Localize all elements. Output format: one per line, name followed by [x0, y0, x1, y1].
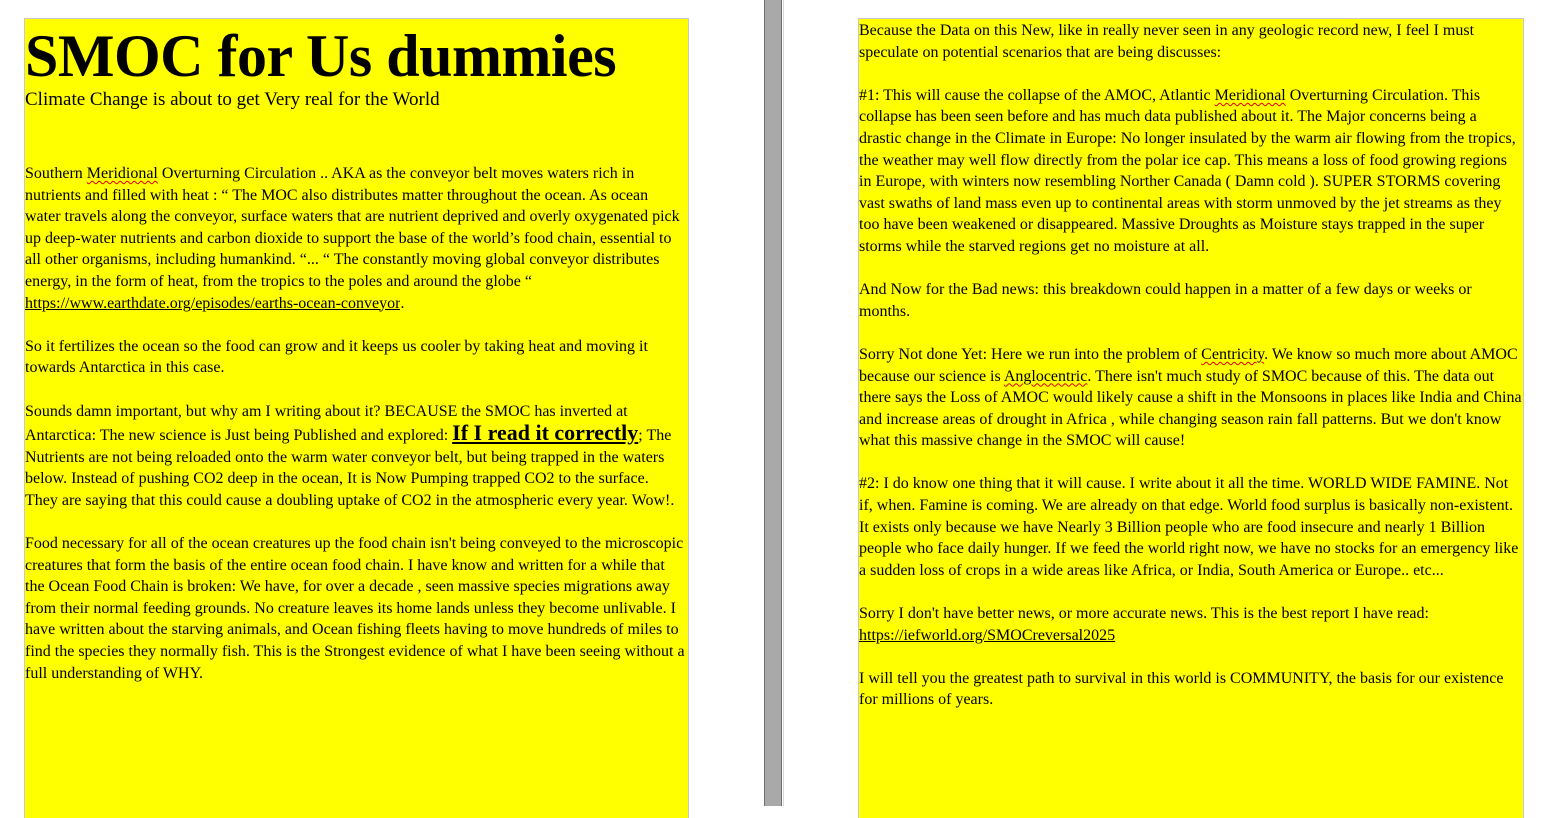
- page-divider[interactable]: [764, 0, 782, 806]
- paragraph-food-chain: Food necessary for all of the ocean creatures up the food chain isn't being conveyed to the microscopic creatures that form the basis of the entire ocean food chain. I have know and written for a while that the Ocean Food Chain is broken: We have, for over a decade , seen massive species migrations away from their normal feeding grounds. No creature leaves its home lands unless they become unlivable. I have written about the starving animals, and Ocean fishing fleets having to move hundreds of miles to find the species they normally fish. This is the Strongest evidence of what I have been seeing without a full understanding of WHY.: [25, 535, 685, 682]
- paragraph-famine: #2: I do know one thing that it will cause. I write about it all the time. WORLD WIDE FAMINE. Not if, when. Famine is coming. We are already on that edge. World food surplus is basically non-existent. It exists only because we have Nearly 3 Billion people who are food insecure and nearly 1 Billion people who face daily hunger. If we feed the world right now, we have no stocks for an emergency like a sudden loss of crops in a wide areas like Africa, or India, South America or Europe.. etc...: [859, 475, 1519, 579]
- iefworld-link[interactable]: https://iefworld.org/SMOCreversal2025: [859, 626, 1116, 644]
- spellcheck-word: Meridional: [86, 165, 158, 182]
- paragraph-amoc-collapse: #1: This will cause the collapse of the AMOC, Atlantic Meridional Overturning Circulation. This collapse has been seen before and has much data published about it. The Major concerns being a drastic change in the Climate in Europe: No longer insulated by the warm air flowing from the tropics, the weather may well flow directly from the polar ice cap. This means a loss of food growing regions in Europe, with winters now resembling Norther Canada ( Damn cold ). SUPER STORMS covering vast swaths of land mass even up to continental areas with storm unmoved by the jet streams as they too have been weakened or disappeared. Massive Droughts as Moisture stays trapped in the super storms while the starved regions get no moisture at all.: [859, 86, 1516, 255]
- paragraph-smoc-inverted: Sounds damn important, but why am I writing about it? BECAUSE the SMOC has inverted at Antarctica: The new science is Just being Published and explored: If I read it correctly; The Nutrients are not being reloaded onto the warm water conveyor belt, but being trapped in the waters below. Instead of pushing CO2 deep in the ocean, It is Now Pumping trapped CO2 to the surface. They are saying that this could cause a doubling uptake of CO2 in the atmospheric every year. Wow!.: [25, 402, 675, 509]
- document-subtitle: Climate Change is about to get Very real for the World: [25, 89, 440, 110]
- spellcheck-word: Anglocentric: [1003, 367, 1088, 385]
- paragraph-fertilizes: So it fertilizes the ocean so the food can grow and it keeps us cooler by taking heat and moving it towards Antarctica in this case.: [25, 337, 648, 377]
- document-page-left[interactable]: [24, 18, 689, 818]
- paragraph-speculate: Because the Data on this New, like in really never seen in any geologic record new, I feel I must speculate on potential scenarios that are being discusses:: [859, 22, 1475, 61]
- spellcheck-word: Centricity: [1201, 345, 1265, 363]
- paragraph-smoc-definition: Southern Meridional Overturning Circulation .. AKA as the conveyor belt moves waters rich in nutrients and filled with heat : “ The MOC also distributes matter throughout the ocean. As ocean water travels along the conveyor, surface waters that are nutrient deprived and overly oxygenated pick up deep-water nutrients and carbon dioxide to support the base of the world’s food chain, essential to all other organisms, including humankind. “... “ The constantly moving global conveyor distributes energy, in the form of heat, from the tropics to the poles and around the globe “ https://www.earthdate.org/episodes/earths-ocean-conveyor.: [25, 163, 685, 314]
- pane-edge: [783, 0, 784, 806]
- paragraph-centricity: Sorry Not done Yet: Here we run into the problem of Centricity. We know so much more about AMOC because our science is Anglocentric. There isn't much study of SMOC because of this. The data out there says the Loss of AMOC would likely cause a shift in the Monsoons in places like India and China and increase areas of drought in Africa , while changing season rain fall patterns. But we don't know what this massive change in the SMOC will cause!: [859, 345, 1522, 450]
- paragraph-community: I will tell you the greatest path to survival in this world is COMMUNITY, the basis for our existence for millions of years.: [859, 669, 1504, 709]
- document-page-right[interactable]: [858, 18, 1524, 818]
- paragraph-best-report: Sorry I don't have better news, or more accurate news. This is the best report I have read: https://iefworld.org/SMOCreversal2025: [859, 605, 1429, 644]
- earthdate-link[interactable]: https://www.earthdate.org/episodes/earths-ocean-conveyor: [25, 294, 401, 312]
- paragraph-bad-news: And Now for the Bad news: this breakdown could happen in a matter of a few days or weeks or months.: [859, 281, 1472, 320]
- document-title: SMOC for Us dummies: [25, 23, 617, 89]
- emphasis-read-correctly: If I read it correctly: [452, 420, 639, 446]
- spellcheck-word: Meridional: [1214, 86, 1286, 104]
